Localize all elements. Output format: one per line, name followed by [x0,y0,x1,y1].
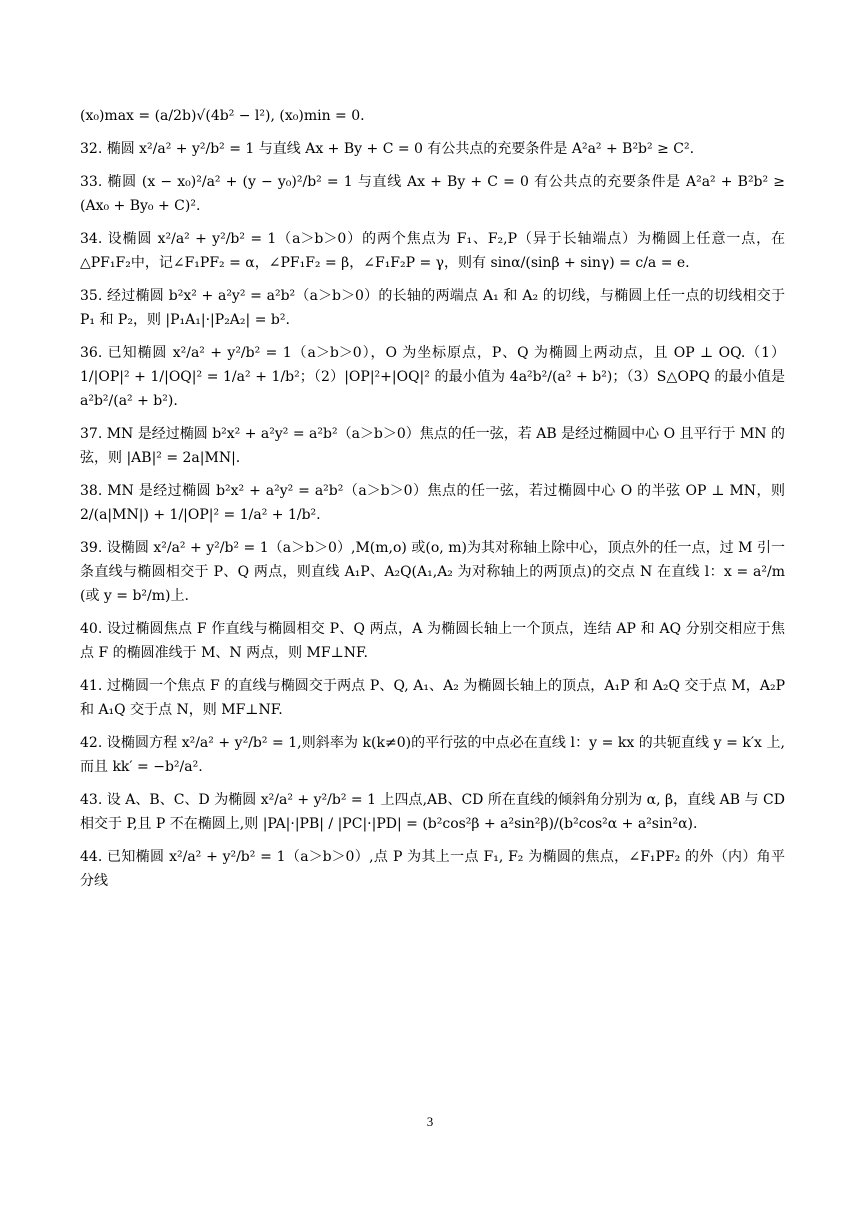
paragraph: 41. 过椭圆一个焦点 F 的直线与椭圆交于两点 P、Q, A₁、A₂ 为椭圆长轴上的顶点，A₁P 和 A₂Q 交于点 M，A₂P 和 A₁Q 交于点 N，则 MF⊥NF. [80,678,785,718]
paragraph: 35. 经过椭圆 b²x² + a²y² = a²b²（a＞b＞0）的长轴的两端点 A₁ 和 A₂ 的切线，与椭圆上任一点的切线相交于 P₁ 和 P₂，则 |P₁A₁|·|P₂A₂| = b². [80,288,785,328]
paragraph: 37. MN 是经过椭圆 b²x² + a²y² = a²b²（a＞b＞0）焦点的任一弦，若 AB 是经过椭圆中心 O 且平行于 MN 的弦，则 |AB|² = 2a|MN|. [80,426,785,466]
paragraph: 39. 设椭圆 x²/a² + y²/b² = 1（a＞b＞0）,M(m,o) 或(o, m)为其对称轴上除中心，顶点外的任一点，过 M 引一条直线与椭圆相交于 P、Q 两点，则直线 A₁P、A₂Q(A₁,A₂ 为对称轴上的两顶点)的交点 N 在直线 l：x = a²/m (或 y = b²/m)上. [80,540,785,604]
paragraph: 32. 椭圆 x²/a² + y²/b² = 1 与直线 Ax + By + C = 0 有公共点的充要条件是 A²a² + B²b² ≥ C². [80,141,695,157]
paragraph: (x₀)max = (a/2b)√(4b² − l²), (x₀)min = 0. [80,108,365,124]
paragraph: 44. 已知椭圆 x²/a² + y²/b² = 1（a＞b＞0）,点 P 为其上一点 F₁, F₂ 为椭圆的焦点，∠F₁PF₂ 的外（内）角平分线 [80,849,785,889]
paragraph: 34. 设椭圆 x²/a² + y²/b² = 1（a＞b＞0）的两个焦点为 F₁、F₂,P（异于长轴端点）为椭圆上任意一点，在△PF₁F₂中，记∠F₁PF₂ = α，∠PF₁F₂ = β，∠F₁F₂P = γ，则有 sinα/(sinβ + sinγ) = c/a = e. [80,231,785,271]
document-body [80,104,785,902]
paragraph: 42. 设椭圆方程 x²/a² + y²/b² = 1,则斜率为 k(k≠0)的平行弦的中点必在直线 l：y = kx 的共轭直线 y = k′x 上,而且 kk′ = −b²/a². [80,735,785,775]
paragraph: 40. 设过椭圆焦点 F 作直线与椭圆相交 P、Q 两点，A 为椭圆长轴上一个顶点，连结 AP 和 AQ 分别交相应于焦点 F 的椭圆准线于 M、N 两点，则 MF⊥NF. [80,621,785,661]
paragraph: 38. MN 是经过椭圆 b²x² + a²y² = a²b²（a＞b＞0）焦点的任一弦，若过椭圆中心 O 的半弦 OP ⊥ MN，则 2/(a|MN|) + 1/|OP|² = 1/a² + 1/b². [80,483,785,523]
page-number: 3 [426,1114,434,1129]
paragraph: 43. 设 A、B、C、D 为椭圆 x²/a² + y²/b² = 1 上四点,AB、CD 所在直线的倾斜角分别为 α, β，直线 AB 与 CD 相交于 P,且 P 不在椭圆上,则 |PA|·|PB| / |PC|·|PD| = (b²cos²β + a²sin²β)/(b²cos²α + a²sin²α). [80,792,785,832]
paragraph: 33. 椭圆 (x − x₀)²/a² + (y − y₀)²/b² = 1 与直线 Ax + By + C = 0 有公共点的充要条件是 A²a² + B²b² ≥ (Ax₀ + By₀ + C)². [80,174,785,214]
paragraph: 36. 已知椭圆 x²/a² + y²/b² = 1（a＞b＞0），O 为坐标原点，P、Q 为椭圆上两动点，且 OP ⊥ OQ.（1）1/|OP|² + 1/|OQ|² = 1/a² + 1/b²；（2）|OP|²+|OQ|² 的最小值为 4a²b²/(a² + b²)；（3）S△OPQ 的最小值是 a²b²/(a² + b²). [80,345,785,409]
